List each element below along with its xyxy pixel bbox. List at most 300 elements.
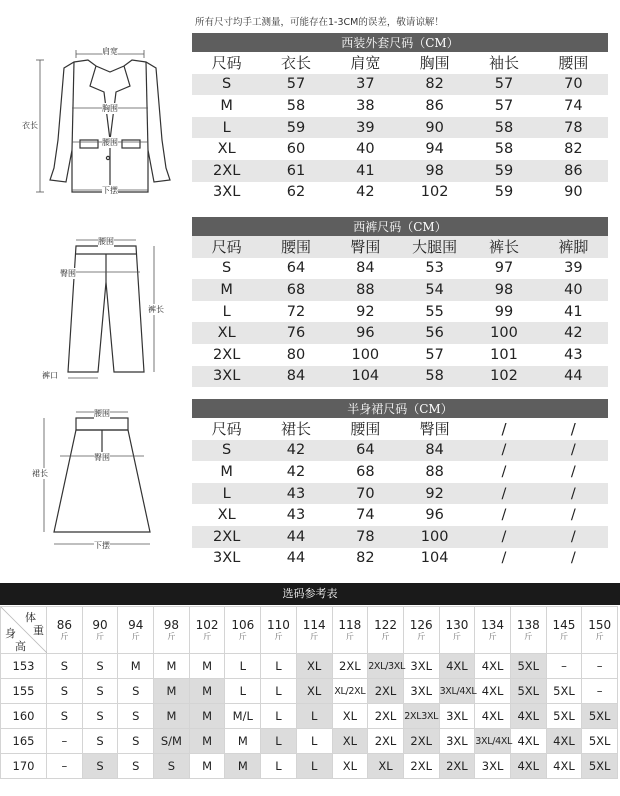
weight-header-cell — [225, 607, 261, 654]
measure-cell: 78 — [539, 117, 608, 139]
measure-cell: / — [469, 548, 538, 570]
weight-unit: 斤 — [274, 632, 283, 641]
measure-cell: 58 — [400, 366, 469, 388]
weight-unit: 斤 — [131, 632, 140, 641]
measure-cell: / — [539, 526, 608, 548]
measure-cell: 74 — [539, 95, 608, 117]
recommended-size-cell: M — [189, 654, 225, 679]
recommended-size-cell: 4XL — [510, 704, 546, 729]
pants-table-title: 西裤尺码（CM） — [192, 217, 608, 236]
measure-cell: 59 — [469, 182, 538, 204]
weight-value: 86 — [56, 618, 72, 632]
size-row — [192, 548, 608, 570]
weight-header-cell — [332, 607, 368, 654]
measure-cell: 55 — [400, 301, 469, 323]
recommended-size-cell: S — [118, 729, 154, 754]
corner-weight-1: 体 — [25, 611, 36, 624]
measure-cell: 82 — [331, 548, 400, 570]
measure-cell: 102 — [400, 182, 469, 204]
recommended-size-cell: 3XL/4XL — [439, 679, 475, 704]
measure-cell: 37 — [331, 74, 400, 96]
measure-cell: 43 — [261, 483, 330, 505]
weight-value: 145 — [552, 618, 576, 632]
measure-cell: 41 — [539, 301, 608, 323]
height-cell: 165 — [1, 729, 47, 754]
skirt-table-title: 半身裙尺码（CM） — [192, 399, 608, 418]
size-cell: 2XL — [192, 526, 261, 548]
recommended-size-cell: – — [546, 654, 582, 679]
recommended-size-cell: 2XL — [403, 729, 439, 754]
header-cell: 臀围 — [331, 236, 400, 258]
measure-cell: 60 — [261, 138, 330, 160]
weight-unit: 斤 — [345, 632, 354, 641]
skirt-hip-label: 臀围 — [94, 453, 110, 462]
recommended-size-cell: XL — [332, 754, 368, 779]
guide-title: 选码参考表 — [0, 583, 620, 605]
recommended-size-cell: XL — [332, 729, 368, 754]
recommended-size-cell: S — [47, 679, 83, 704]
size-cell: XL — [192, 504, 261, 526]
size-cell: L — [192, 301, 261, 323]
measure-cell: 44 — [539, 366, 608, 388]
weight-unit: 斤 — [595, 632, 604, 641]
measure-cell: 56 — [400, 322, 469, 344]
measure-cell: 59 — [261, 117, 330, 139]
size-cell: 2XL — [192, 160, 261, 182]
recommended-size-cell: – — [47, 754, 83, 779]
measure-cell: 44 — [261, 548, 330, 570]
jacket-rows — [192, 74, 608, 204]
measure-cell: 70 — [539, 74, 608, 96]
size-row — [192, 182, 608, 204]
weight-value: 110 — [267, 618, 290, 632]
measure-cell: 98 — [469, 279, 538, 301]
jacket-header-row — [192, 52, 608, 74]
recommended-size-cell: S — [118, 704, 154, 729]
guide-corner-cell — [1, 607, 47, 654]
weight-value: 114 — [302, 618, 326, 632]
weight-header-cell — [439, 607, 475, 654]
weight-header-cell — [189, 607, 225, 654]
measure-cell: 39 — [331, 117, 400, 139]
header-cell: 尺码 — [192, 52, 261, 74]
recommended-size-cell: L — [261, 654, 297, 679]
recommended-size-cell: 5XL — [546, 704, 582, 729]
height-cell: 170 — [1, 754, 47, 779]
size-row — [192, 138, 608, 160]
header-cell: 大腿围 — [400, 236, 469, 258]
weight-value: 138 — [516, 618, 540, 632]
recommended-size-cell: 4XL — [546, 754, 582, 779]
weight-unit: 斤 — [524, 632, 533, 641]
weight-header-cell — [510, 607, 546, 654]
jacket-shoulder-label: 肩宽 — [102, 47, 118, 56]
recommended-size-cell: 4XL — [475, 654, 511, 679]
measure-cell: 58 — [261, 95, 330, 117]
pants-length-label: 裤长 — [148, 305, 164, 314]
size-cell: 3XL — [192, 548, 261, 570]
weight-header-cell — [403, 607, 439, 654]
recommended-size-cell: S — [82, 654, 118, 679]
measure-cell: / — [539, 440, 608, 462]
recommended-size-cell: M — [189, 754, 225, 779]
recommended-size-cell: L — [261, 729, 297, 754]
measure-cell: 42 — [331, 182, 400, 204]
measure-cell: 101 — [469, 344, 538, 366]
recommended-size-cell: M — [154, 704, 190, 729]
size-cell: M — [192, 279, 261, 301]
recommended-size-cell: 2XL — [332, 654, 368, 679]
weight-unit: 斤 — [238, 632, 247, 641]
jacket-hem-label: 下摆 — [102, 186, 118, 195]
recommended-size-cell: 5XL — [546, 679, 582, 704]
guide-rows — [1, 654, 618, 779]
size-row — [192, 74, 608, 96]
weight-value: 90 — [92, 618, 108, 632]
recommended-size-cell: L — [261, 679, 297, 704]
weight-header-cell — [154, 607, 190, 654]
measure-cell: 97 — [469, 258, 538, 280]
skirt-rows — [192, 440, 608, 570]
pants-waist-label: 腰围 — [98, 237, 114, 246]
weight-header-cell — [296, 607, 332, 654]
weight-unit: 斤 — [559, 632, 568, 641]
recommended-size-cell: L — [225, 654, 261, 679]
recommended-size-cell: S — [82, 704, 118, 729]
measure-cell: 43 — [539, 344, 608, 366]
size-cell: M — [192, 461, 261, 483]
recommended-size-cell: 4XL — [510, 729, 546, 754]
recommended-size-cell: S — [118, 679, 154, 704]
recommended-size-cell: M/L — [225, 704, 261, 729]
recommended-size-cell: S — [82, 729, 118, 754]
guide-header-row — [1, 607, 618, 654]
recommended-size-cell: L — [261, 754, 297, 779]
recommended-size-cell: S — [118, 754, 154, 779]
recommended-size-cell: – — [47, 729, 83, 754]
recommended-size-cell: S — [154, 754, 190, 779]
measure-cell: 84 — [331, 258, 400, 280]
size-cell: S — [192, 440, 261, 462]
recommended-size-cell: XL — [296, 679, 332, 704]
recommended-size-cell: 4XL — [439, 654, 475, 679]
header-cell: 胸围 — [400, 52, 469, 74]
weight-unit: 斤 — [417, 632, 426, 641]
measure-cell: 70 — [331, 483, 400, 505]
weight-header-cell — [475, 607, 511, 654]
recommended-size-cell: XL/2XL — [332, 679, 368, 704]
recommended-size-cell: S — [47, 654, 83, 679]
size-row — [192, 301, 608, 323]
measure-cell: 57 — [261, 74, 330, 96]
size-row — [192, 366, 608, 388]
recommended-size-cell: 2XL/3XL — [368, 654, 404, 679]
measure-cell: / — [539, 504, 608, 526]
weight-value: 94 — [128, 618, 144, 632]
weight-value: 106 — [231, 618, 255, 632]
recommended-size-cell: S — [82, 754, 118, 779]
size-row — [192, 258, 608, 280]
recommended-size-cell: – — [582, 654, 618, 679]
header-cell: 裙长 — [261, 418, 330, 440]
size-cell: L — [192, 483, 261, 505]
header-cell: 臀围 — [400, 418, 469, 440]
size-row — [192, 526, 608, 548]
recommended-size-cell: 3XL — [439, 704, 475, 729]
weight-header-cell — [261, 607, 297, 654]
size-cell: 3XL — [192, 182, 261, 204]
measure-cell: 64 — [331, 440, 400, 462]
recommended-size-cell: S/M — [154, 729, 190, 754]
measure-cell: 59 — [469, 160, 538, 182]
recommended-size-cell: XL — [296, 654, 332, 679]
recommended-size-cell: M — [225, 729, 261, 754]
measure-cell: 94 — [400, 138, 469, 160]
recommended-size-cell: 3XL — [403, 679, 439, 704]
header-cell: / — [469, 418, 538, 440]
recommended-size-cell: 5XL — [510, 654, 546, 679]
measurement-note: 所有尺寸均手工测量，可能存在1-3CM的误差，敬请谅解！ — [195, 17, 444, 28]
recommended-size-cell: 2XL — [439, 754, 475, 779]
recommended-size-cell: M — [189, 704, 225, 729]
recommended-size-cell: 3XL — [403, 654, 439, 679]
header-cell: 裤长 — [469, 236, 538, 258]
measure-cell: 43 — [261, 504, 330, 526]
size-row — [192, 95, 608, 117]
weight-header-cell — [582, 607, 618, 654]
recommended-size-cell: L — [296, 729, 332, 754]
weight-unit: 斤 — [60, 632, 69, 641]
measure-cell: 57 — [400, 344, 469, 366]
size-guide-table — [0, 606, 618, 779]
size-cell: 2XL — [192, 344, 261, 366]
weight-value: 150 — [588, 618, 612, 632]
jacket-length-label: 衣长 — [22, 121, 38, 130]
jacket-diagram — [20, 40, 180, 205]
measure-cell: 58 — [469, 117, 538, 139]
recommended-size-cell: M — [118, 654, 154, 679]
weight-value: 130 — [445, 618, 469, 632]
weight-header-cell — [546, 607, 582, 654]
header-cell: 肩宽 — [331, 52, 400, 74]
recommended-size-cell: XL — [368, 754, 404, 779]
recommended-size-cell: 3XL/4XL — [475, 729, 511, 754]
pants-header-row — [192, 236, 608, 258]
header-cell: 尺码 — [192, 236, 261, 258]
measure-cell: 100 — [331, 344, 400, 366]
size-row — [192, 322, 608, 344]
measure-cell: 99 — [469, 301, 538, 323]
weight-value: 118 — [338, 618, 362, 632]
header-cell: 腰围 — [539, 52, 608, 74]
measure-cell: 68 — [331, 461, 400, 483]
recommended-size-cell: M — [154, 654, 190, 679]
measure-cell: 42 — [261, 440, 330, 462]
jacket-chest-label: 胸围 — [102, 104, 118, 113]
weight-value: 102 — [195, 618, 219, 632]
measure-cell: 54 — [400, 279, 469, 301]
header-cell: 裤脚 — [539, 236, 608, 258]
guide-row — [1, 679, 618, 704]
recommended-size-cell: M — [189, 679, 225, 704]
weight-unit: 斤 — [488, 632, 497, 641]
recommended-size-cell: 5XL — [582, 754, 618, 779]
recommended-size-cell: M — [225, 754, 261, 779]
guide-row — [1, 729, 618, 754]
corner-height-2: 高 — [15, 640, 26, 653]
header-cell: 腰围 — [261, 236, 330, 258]
size-row — [192, 504, 608, 526]
jacket-table-title: 西装外套尺码（CM） — [192, 33, 608, 52]
measure-cell: 96 — [331, 322, 400, 344]
recommended-size-cell: 4XL — [546, 729, 582, 754]
measure-cell: 84 — [400, 440, 469, 462]
size-row — [192, 344, 608, 366]
measure-cell: 40 — [331, 138, 400, 160]
weight-unit: 斤 — [203, 632, 212, 641]
recommended-size-cell: 5XL — [582, 704, 618, 729]
size-cell: S — [192, 258, 261, 280]
guide-row — [1, 754, 618, 779]
weight-header-cell — [82, 607, 118, 654]
pants-hip-label: 臀围 — [60, 269, 76, 278]
measure-cell: / — [469, 483, 538, 505]
weight-unit: 斤 — [452, 632, 461, 641]
measure-cell: 39 — [539, 258, 608, 280]
recommended-size-cell: – — [582, 679, 618, 704]
measure-cell: 80 — [261, 344, 330, 366]
guide-row — [1, 654, 618, 679]
size-cell: 3XL — [192, 366, 261, 388]
corner-weight-2: 重 — [33, 624, 44, 637]
measure-cell: 92 — [400, 483, 469, 505]
pants-diagram — [40, 232, 170, 382]
measure-cell: 61 — [261, 160, 330, 182]
skirt-header-row — [192, 418, 608, 440]
measure-cell: 104 — [400, 548, 469, 570]
measure-cell: / — [539, 483, 608, 505]
size-cell: XL — [192, 138, 261, 160]
measure-cell: 42 — [539, 322, 608, 344]
recommended-size-cell: 2XL — [368, 729, 404, 754]
header-cell: / — [539, 418, 608, 440]
measure-cell: 102 — [469, 366, 538, 388]
skirt-hem-label: 下摆 — [94, 541, 110, 550]
measure-cell: 40 — [539, 279, 608, 301]
guide-row — [1, 704, 618, 729]
measure-cell: / — [469, 526, 538, 548]
recommended-size-cell: 2XL — [368, 679, 404, 704]
header-cell: 腰围 — [331, 418, 400, 440]
recommended-size-cell: L — [296, 754, 332, 779]
recommended-size-cell: 2XL — [403, 754, 439, 779]
corner-height-1: 身 — [5, 627, 16, 640]
skirt-size-table — [192, 399, 608, 569]
size-cell: M — [192, 95, 261, 117]
weight-unit: 斤 — [381, 632, 390, 641]
header-cell: 尺码 — [192, 418, 261, 440]
recommended-size-cell: 2XL3XL — [403, 704, 439, 729]
recommended-size-cell: 3XL — [439, 729, 475, 754]
measure-cell: / — [469, 504, 538, 526]
skirt-waist-label: 腰围 — [94, 409, 110, 418]
recommended-size-cell: 4XL — [510, 754, 546, 779]
measure-cell: 72 — [261, 301, 330, 323]
measure-cell: 82 — [400, 74, 469, 96]
weight-header-cell — [118, 607, 154, 654]
measure-cell: 42 — [261, 461, 330, 483]
weight-value: 122 — [374, 618, 397, 632]
recommended-size-cell: L — [225, 679, 261, 704]
measure-cell: 88 — [331, 279, 400, 301]
measure-cell: 104 — [331, 366, 400, 388]
recommended-size-cell: 5XL — [510, 679, 546, 704]
measure-cell: 78 — [331, 526, 400, 548]
weight-header-cell — [47, 607, 83, 654]
header-cell: 袖长 — [469, 52, 538, 74]
header-cell: 衣长 — [261, 52, 330, 74]
measure-cell: 64 — [261, 258, 330, 280]
measure-cell: 38 — [331, 95, 400, 117]
size-cell: L — [192, 117, 261, 139]
measure-cell: 62 — [261, 182, 330, 204]
measure-cell: 98 — [400, 160, 469, 182]
measure-cell: 100 — [469, 322, 538, 344]
measure-cell: 82 — [539, 138, 608, 160]
measure-cell: / — [539, 548, 608, 570]
pants-rows — [192, 258, 608, 388]
recommended-size-cell: XL — [332, 704, 368, 729]
jacket-waist-label: 腰围 — [102, 138, 118, 147]
measure-cell: 90 — [539, 182, 608, 204]
weight-unit: 斤 — [310, 632, 319, 641]
size-row — [192, 160, 608, 182]
measure-cell: 86 — [400, 95, 469, 117]
measure-cell: / — [469, 461, 538, 483]
measure-cell: 58 — [469, 138, 538, 160]
weight-header-cell — [368, 607, 404, 654]
weight-value: 126 — [409, 618, 433, 632]
measure-cell: 100 — [400, 526, 469, 548]
recommended-size-cell: L — [296, 704, 332, 729]
size-row — [192, 117, 608, 139]
size-cell: XL — [192, 322, 261, 344]
recommended-size-cell: S — [82, 679, 118, 704]
size-row — [192, 440, 608, 462]
height-cell: 160 — [1, 704, 47, 729]
recommended-size-cell: 2XL — [368, 704, 404, 729]
measure-cell: 68 — [261, 279, 330, 301]
recommended-size-cell: 5XL — [582, 729, 618, 754]
measure-cell: 84 — [261, 366, 330, 388]
weight-value: 98 — [163, 618, 180, 632]
recommended-size-cell: M — [189, 729, 225, 754]
size-row — [192, 279, 608, 301]
measure-cell: 57 — [469, 95, 538, 117]
weight-value: 134 — [481, 618, 505, 632]
measure-cell: / — [469, 440, 538, 462]
size-row — [192, 461, 608, 483]
height-cell: 155 — [1, 679, 47, 704]
measure-cell: 88 — [400, 461, 469, 483]
recommended-size-cell: 4XL — [475, 679, 511, 704]
skirt-diagram — [30, 402, 170, 562]
recommended-size-cell: 3XL — [475, 754, 511, 779]
measure-cell: / — [539, 461, 608, 483]
weight-unit: 斤 — [167, 632, 176, 641]
recommended-size-cell: 4XL — [475, 704, 511, 729]
height-cell: 153 — [1, 654, 47, 679]
